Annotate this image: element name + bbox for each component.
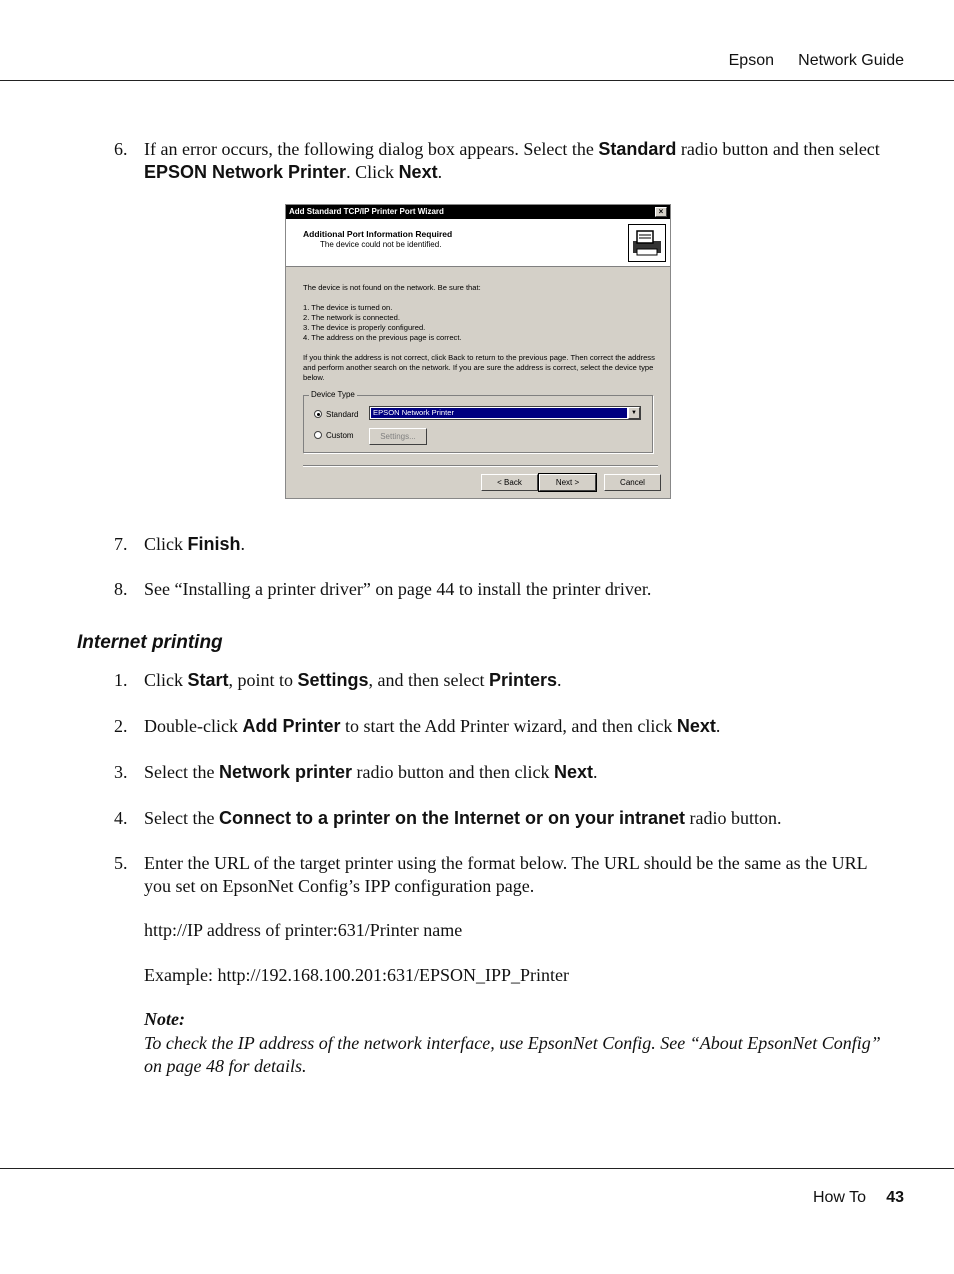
keyword-finish: Finish: [187, 534, 241, 554]
keyword-connect-internet: Connect to a printer on the Internet or on your intranet: [218, 808, 685, 828]
step-text: Double-click Add Printer to start the Add Printer wizard, and then click Next.: [144, 716, 721, 736]
note-label: Note:: [144, 1009, 185, 1029]
device-type-select[interactable]: [369, 406, 641, 420]
page-footer: [0, 1168, 954, 1206]
checklist-item: 3. The device is properly configured.: [303, 323, 426, 332]
dialog-header-title: Additional Port Information Required: [303, 229, 453, 239]
step-text: Click Start, point to Settings, and then select Printers.: [144, 670, 562, 690]
device-type-group: [303, 390, 653, 453]
step-number: 6.: [114, 139, 128, 159]
header-brand: Epson: [728, 52, 774, 69]
dialog-advice: If you think the address is not correct, click Back to return to the previous page. Then correct the address and perform another search on the network. If you are sure the address is correct, select the device type below.: [303, 353, 655, 382]
dialog-header-subtitle: The device could not be identified.: [320, 240, 442, 249]
step-text: If an error occurs, the following dialog box appears. Select the Standard radio button and then select EPSON Network Printer. Click Next.: [144, 139, 880, 182]
cancel-button[interactable]: Cancel: [604, 474, 661, 491]
step-number: 5.: [114, 853, 128, 873]
step-text: Click Finish.: [144, 534, 245, 554]
keyword-start: Start: [187, 670, 229, 690]
step-number: 2.: [114, 716, 128, 736]
keyword-settings: Settings: [297, 670, 369, 690]
checklist-item: 4. The address on the previous page is correct.: [303, 333, 462, 342]
keyword-standard: Standard: [598, 139, 677, 159]
url-example: Example: http://192.168.100.201:631/EPSON_IPP_Printer: [144, 965, 570, 985]
checklist-item: 2. The network is connected.: [303, 313, 400, 322]
section-heading: Internet printing: [77, 632, 223, 653]
keyword-add-printer: Add Printer: [242, 716, 341, 736]
step-number: 7.: [114, 534, 128, 554]
dialog-separator: [303, 465, 658, 467]
note-text: To check the IP address of the network interface, use EpsonNet Config. See “About EpsonNet Config” on page 48 for details.: [144, 1033, 881, 1076]
standard-radio[interactable]: [314, 410, 322, 418]
keyword-epson-network-printer: EPSON Network Printer: [144, 161, 347, 182]
wizard-dialog-screenshot: [285, 204, 671, 499]
step-text: Select the Network printer radio button and then click Next.: [144, 762, 598, 782]
keyword-next: Next: [553, 762, 593, 782]
dropdown-arrow-icon[interactable]: ▼: [628, 407, 640, 419]
keyword-printers: Printers: [489, 670, 558, 690]
keyword-next: Next: [676, 716, 716, 736]
printer-wizard-icon: [628, 224, 666, 262]
dialog-body: [303, 283, 658, 393]
page-number: 43: [886, 1189, 904, 1206]
dialog-title-bar: [286, 205, 670, 219]
step-number: 8.: [114, 579, 128, 599]
device-type-group-label: Device Type: [311, 390, 355, 399]
keyword-next: Next: [398, 161, 438, 182]
checklist-item: 1. The device is turned on.: [303, 303, 393, 312]
page-header: [0, 0, 954, 81]
dialog-checklist: [303, 303, 658, 343]
step-number: 1.: [114, 670, 128, 690]
step-text: Enter the URL of the target printer using the format below. The URL should be the same as the URL you set on EpsonNet Config’s IPP configuration page.: [144, 853, 867, 896]
url-format: http://IP address of printer:631/Printer name: [144, 920, 463, 940]
step-number: 4.: [114, 808, 128, 828]
dialog-header-panel: [286, 219, 670, 267]
step-text: Select the Connect to a printer on the Internet or on your intranet radio button.: [144, 808, 782, 828]
standard-radio-label: Standard: [326, 410, 359, 419]
step-number: 3.: [114, 762, 128, 782]
dialog-intro: The device is not found on the network. Be sure that:: [303, 283, 481, 292]
footer-section: How To: [812, 1189, 866, 1206]
settings-button[interactable]: Settings...: [369, 428, 427, 445]
step-text: See “Installing a printer driver” on page 44 to install the printer driver.: [144, 579, 652, 599]
keyword-network-printer: Network printer: [218, 762, 353, 782]
close-icon[interactable]: ×: [655, 207, 667, 217]
custom-radio-label: Custom: [326, 431, 354, 440]
device-type-selected: EPSON Network Printer: [371, 408, 627, 418]
header-guide-title: Network Guide: [798, 52, 904, 69]
custom-radio[interactable]: [314, 431, 322, 439]
next-button[interactable]: Next >: [539, 474, 596, 491]
back-button[interactable]: < Back: [481, 474, 538, 491]
dialog-title: Add Standard TCP/IP Printer Port Wizard: [289, 207, 444, 216]
